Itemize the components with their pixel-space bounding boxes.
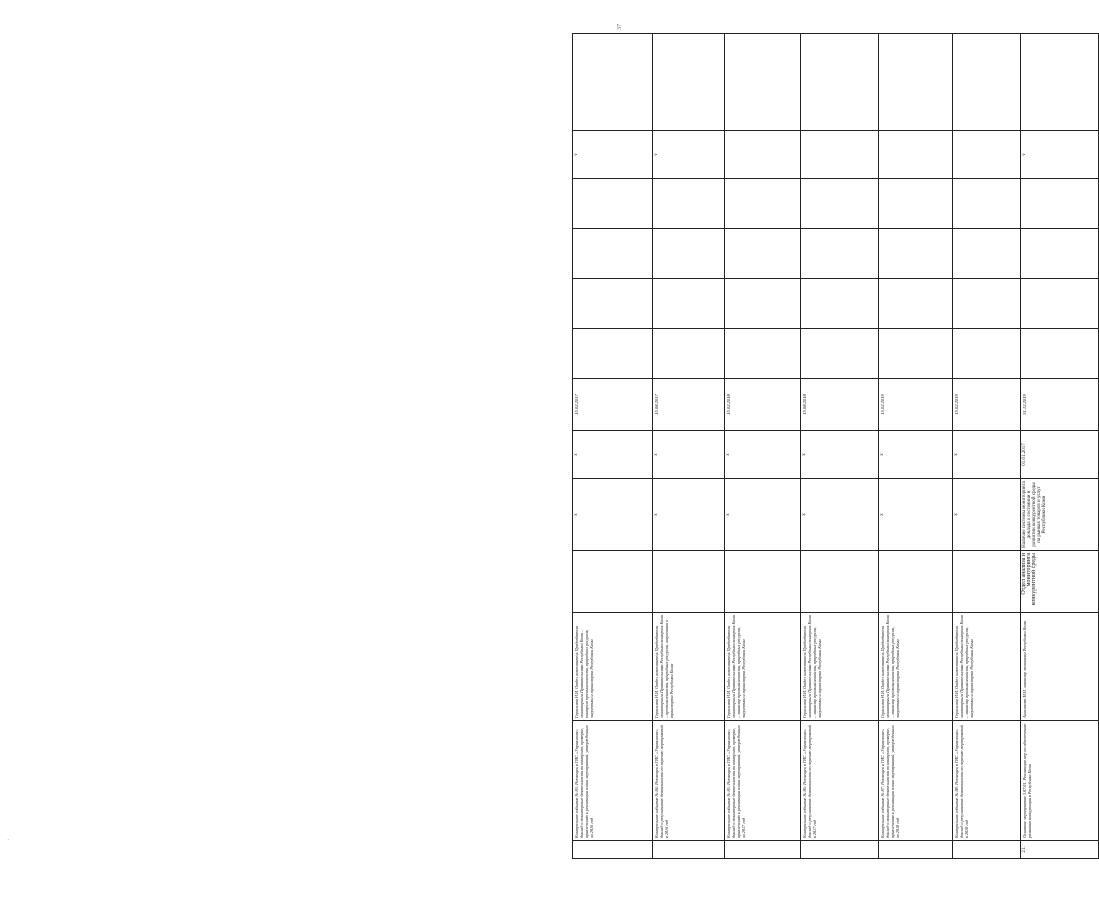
mark-cell-2: x (879, 431, 953, 479)
table-row (1021, 34, 1099, 859)
empty-cell (1021, 229, 1099, 279)
mark-cell-1: x (953, 479, 1021, 551)
empty-cell (573, 179, 653, 229)
empty-cell (1021, 34, 1099, 131)
empty-cell (573, 279, 653, 329)
page-number: 37 (617, 24, 623, 30)
table-row (801, 34, 879, 859)
date-cell: 15.02.2017 (573, 379, 653, 431)
executor-cell (653, 551, 725, 613)
empty-cell (953, 279, 1021, 329)
check-cell: v (573, 131, 653, 179)
event-cell: Основное мероприятие 3.07.01. Реализация мер по обеспечению развития конкуренции в Республике Коми (1021, 721, 1099, 841)
check-cell (801, 131, 879, 179)
event-cell: Контрольное событие № 86: Размещен в ГИС «Управление» доклад о результатах деятельности по перечню мероприятий в 2017 год (801, 721, 879, 841)
responsible-cell: Герасимов Н.И. Отдел заместитель Председателя мониторинга Правительства Республики Коми – контроля промышленности, природных ресурсов, энергетики и транспорта Республики Коми (573, 613, 653, 721)
empty-cell (573, 34, 653, 131)
row-number (725, 841, 801, 859)
empty-cell (801, 179, 879, 229)
empty-cell (879, 329, 953, 379)
empty-cell (725, 229, 801, 279)
empty-cell (801, 34, 879, 131)
check-cell (725, 131, 801, 179)
date-cell: 31.12.2019 (1021, 379, 1099, 431)
row-number (573, 841, 653, 859)
empty-cell (953, 34, 1021, 131)
event-cell: Контрольное событие № 88: Размещен в ГИС «Управление» доклад о результатах деятельности по перечню мероприятий в 2018 год (953, 721, 1021, 841)
empty-cell (653, 34, 725, 131)
mark-cell-1: x (879, 479, 953, 551)
date-cell: 15.02.2018 (725, 379, 801, 431)
empty-cell (1021, 279, 1099, 329)
row-number (653, 841, 725, 859)
empty-cell (801, 279, 879, 329)
mark-cell-1: Наличие системы мониторинга доклада о состоянии и развитии конкурентной среды на рынках товаров и услуг Республики Коми (1021, 479, 1099, 551)
responsible-cell: Герасимов Н.И. Отдел заместитель Председателя мониторинга Правительства Республики контроля Коми – промышленности, природных ресурсов, энергетики и транспорта Республики Коми (653, 613, 725, 721)
empty-cell (653, 179, 725, 229)
empty-cell (725, 279, 801, 329)
date-cell: 15.02.2019 (879, 379, 953, 431)
table-row (725, 34, 801, 859)
executor-cell: Отдел анализа и мониторинга конкурентной среды (1021, 551, 1099, 613)
empty-cell (653, 229, 725, 279)
mark-cell-2: x (725, 431, 801, 479)
empty-cell (879, 34, 953, 131)
responsible-cell: Герасимов Н.И. Отдел заместитель Председателя мониторинга Правительства Республики контроля Коми – министр промышленности, природных ресурсов, энергетики и транспорта Республики Коми (801, 613, 879, 721)
empty-cell (879, 229, 953, 279)
empty-cell (725, 329, 801, 379)
mark-cell-1: x (725, 479, 801, 551)
check-cell (879, 131, 953, 179)
event-cell: Контрольное событие № 87: Размещен в ГИС «Управление» доклад о мониторинге деятельности по контролю, проверке, привлечению к реализации плана мероприятий, утвержденных за 2018 год (879, 721, 953, 841)
row-number (801, 841, 879, 859)
plan-table (572, 33, 1099, 859)
row-number (953, 841, 1021, 859)
executor-cell (953, 551, 1021, 613)
row-number: 21. (1021, 841, 1099, 859)
empty-cell (653, 279, 725, 329)
table-row (653, 34, 725, 859)
mark-cell-2: x (653, 431, 725, 479)
rotated-table-wrapper (572, 34, 1098, 859)
check-cell (953, 131, 1021, 179)
executor-cell (725, 551, 801, 613)
empty-cell (573, 229, 653, 279)
table-row (879, 34, 953, 859)
empty-cell (725, 34, 801, 131)
responsible-cell: Анисимова М.Н. министр экономики Республики Коми (1021, 613, 1099, 721)
executor-cell (801, 551, 879, 613)
mark-cell-2: x (573, 431, 653, 479)
mark-cell-2: 01.01.2017 (1021, 431, 1099, 479)
mark-cell-1: x (653, 479, 725, 551)
empty-cell (1021, 329, 1099, 379)
executor-cell (573, 551, 653, 613)
mark-cell-1: x (801, 479, 879, 551)
mark-cell-1: x (573, 479, 653, 551)
date-cell: 15.08.2018 (801, 379, 879, 431)
event-cell: Контрольное событие № 83: Размещен в ГИС «Управление» доклад о мониторинге деятельности по контролю, проверке, привлечению к реализации плана мероприятий, утвержденных за 2016 год (573, 721, 653, 841)
empty-cell (879, 279, 953, 329)
responsible-cell: Герасимов Н.И. Отдел заместитель Председателя мониторинга Правительства Республики контроля Коми – министр промышленности, природных ресурсов, энергетики и транспорта Республики Коми (953, 613, 1021, 721)
empty-cell (725, 179, 801, 229)
empty-cell (953, 179, 1021, 229)
event-cell: Контрольное событие № 84: Размещен в ГИС «Управление» доклад о результатах деятельности по перечню мероприятий в 2016 год (653, 721, 725, 841)
responsible-cell: Герасимов Н.И. Отдел заместитель Председателя мониторинга Правительства Республики контроля Коми – министр промышленности, природных ресурсов, энергетики и транспорта Республики Коми (725, 613, 801, 721)
empty-cell (879, 179, 953, 229)
empty-cell (801, 229, 879, 279)
mark-cell-2: x (953, 431, 1021, 479)
event-cell: Контрольное событие № 85: Размещен в ГИС «Управление» доклад о мониторинге деятельности по контролю, проверке, привлечению к реализации плана мероприятий, утвержденных за 2017 год (725, 721, 801, 841)
empty-cell (801, 329, 879, 379)
empty-cell (953, 329, 1021, 379)
check-cell: v (1021, 131, 1099, 179)
date-cell: 15.08.2017 (653, 379, 725, 431)
mark-cell-2: x (801, 431, 879, 479)
empty-cell (573, 329, 653, 379)
table-row (953, 34, 1021, 859)
row-number (879, 841, 953, 859)
date-cell: 15.02.2019 (953, 379, 1021, 431)
executor-cell (879, 551, 953, 613)
empty-cell (653, 329, 725, 379)
empty-cell (953, 229, 1021, 279)
check-cell: v (653, 131, 725, 179)
stray-mark: · (7, 836, 10, 844)
empty-cell (1021, 179, 1099, 229)
table-row (573, 34, 653, 859)
responsible-cell: Герасимов Н.И. Отдел заместитель Председателя мониторинга Правительства Республики контроля Коми – министр промышленности, природных ресурсов, энергетики и транспорта Республики Коми (879, 613, 953, 721)
